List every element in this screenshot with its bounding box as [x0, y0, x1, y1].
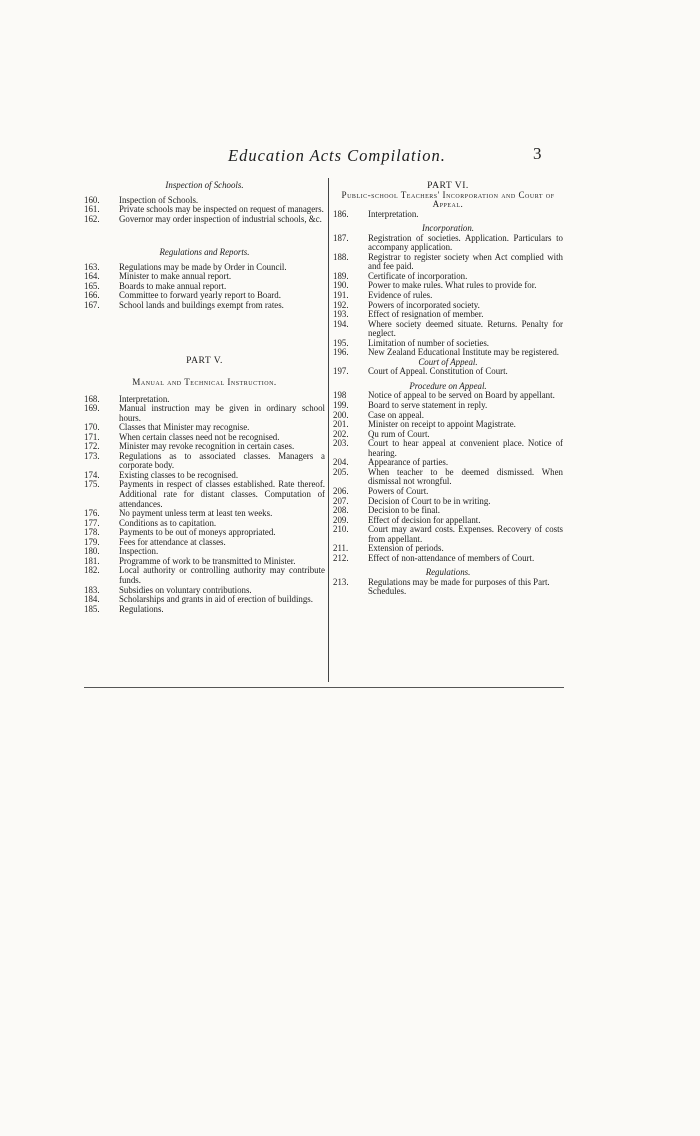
section-title: Effect of decision for appellant.	[368, 514, 481, 525]
section-number: 211.	[333, 543, 349, 554]
court-list	[333, 367, 563, 377]
section-number: 175.	[84, 479, 100, 490]
section-number: 183.	[84, 584, 100, 595]
section-number: 180.	[84, 546, 100, 557]
section-number: 187.	[333, 232, 349, 243]
toc-entry	[84, 215, 325, 225]
toc-entry	[333, 468, 563, 487]
section-title: Registration of societies. Application. Particulars to accompany application.	[368, 232, 563, 253]
section-title: No payment unless term at least ten weeks.	[119, 508, 273, 519]
section-title: Regulations may be made by Order in Council.	[119, 261, 287, 272]
section-title: Classes that Minister may recognise.	[119, 422, 250, 433]
section-title: Effect of resignation of member.	[368, 309, 484, 320]
section-number: 189.	[333, 270, 349, 281]
section-title: Payments in respect of classes established. Rate thereof. Additional rate for distant classes. Computation of attendances.	[119, 479, 325, 509]
section-number: 185.	[84, 603, 100, 614]
section-title: Existing classes to be recognised.	[119, 469, 239, 480]
section-number: 193.	[333, 309, 349, 320]
section-title: School lands and buildings exempt from rates.	[119, 299, 284, 310]
section-number: 165.	[84, 280, 100, 291]
section-number: 176.	[84, 508, 100, 519]
toc-entry	[84, 480, 325, 509]
section-title: Decision to be final.	[368, 505, 440, 516]
section-title: Effect of non-attendance of members of Court.	[368, 552, 535, 563]
section-title: Evidence of rules.	[368, 290, 433, 301]
section-title: Qu rum of Court.	[368, 428, 430, 439]
section-title: Certificate of incorporation.	[368, 270, 468, 281]
section-title: New Zealand Educational Institute may be registered.	[368, 347, 559, 358]
section-number: 172.	[84, 441, 100, 452]
section-title: Subsidies on voluntary contributions.	[119, 584, 252, 595]
section-title: Scholarships and grants in aid of erection of buildings.	[119, 594, 313, 605]
section-number: 179.	[84, 536, 100, 547]
section-number: 184.	[84, 594, 100, 605]
section-heading-procedure: Procedure on Appeal.	[409, 380, 487, 391]
section-number: 201.	[333, 419, 349, 430]
section-number: 168.	[84, 393, 100, 404]
section-number: 164.	[84, 271, 100, 282]
section-number: 199.	[333, 400, 349, 411]
section-number: 190.	[333, 280, 349, 291]
section-title: Payments to be out of moneys appropriated.	[119, 527, 276, 538]
toc-entry	[84, 404, 325, 423]
section-number: 186.	[333, 208, 349, 219]
section-number: 198	[333, 390, 347, 401]
section-number: 192.	[333, 299, 349, 310]
part-vi-heading: PART VI.	[427, 180, 469, 191]
section-number: 171.	[84, 431, 100, 442]
toc-entry	[333, 253, 563, 272]
section-heading-inspection: Inspection of Schools.	[165, 180, 244, 190]
toc-entry	[333, 367, 563, 377]
section-number: 196.	[333, 347, 349, 358]
toc-entry	[333, 525, 563, 544]
section-title: Boards to make annual report.	[119, 280, 227, 291]
section-title: Conditions as to capitation.	[119, 517, 217, 528]
section-number: 162.	[84, 213, 100, 224]
toc-entry	[333, 439, 563, 458]
section-number: 161.	[84, 204, 100, 215]
running-header	[228, 146, 568, 168]
regulations-list	[84, 263, 325, 311]
section-title: Case on appeal.	[368, 409, 424, 420]
procedure-list	[333, 391, 563, 563]
section-title: Court may award costs. Expenses. Recovery of costs from appellant.	[368, 524, 563, 544]
section-number: 174.	[84, 469, 100, 480]
incorporation-list	[333, 234, 563, 358]
section-title: When certain classes need not be recognised.	[119, 431, 280, 442]
section-number: 167.	[84, 299, 100, 310]
section-title: Powers of incorporated society.	[368, 299, 480, 310]
part-vi-intro-list	[333, 210, 563, 220]
toc-entry	[333, 554, 563, 564]
section-title: Inspection of Schools.	[119, 194, 199, 205]
section-title: Notice of appeal to be served on Board by appellant.	[368, 390, 555, 401]
section-number: 200.	[333, 409, 349, 420]
section-number: 169.	[84, 403, 100, 414]
section-title: Limitation of number of societies.	[368, 337, 490, 348]
inspection-list	[84, 196, 325, 225]
toc-entry	[84, 301, 325, 311]
section-number: 188.	[333, 251, 349, 262]
section-heading-incorporation: Incorporation.	[421, 223, 474, 234]
section-number: 166.	[84, 290, 100, 301]
section-number: 177.	[84, 517, 100, 528]
section-number: 160.	[84, 194, 100, 205]
toc-entry	[84, 566, 325, 585]
section-number: 213.	[333, 576, 349, 587]
toc-entry	[84, 605, 325, 615]
section-number: 182.	[84, 565, 100, 576]
section-title: Private schools may be inspected on request of managers.	[119, 204, 324, 215]
toc-entry	[333, 578, 563, 588]
section-number: 205.	[333, 466, 349, 477]
section-title: Inspection.	[119, 546, 159, 557]
toc-entry	[333, 320, 563, 339]
section-number: 197.	[333, 366, 349, 377]
right-column	[333, 181, 563, 597]
toc-entry	[333, 234, 563, 253]
section-title: Power to make rules. What rules to provide for.	[368, 280, 537, 291]
section-title: Committee to forward yearly report to Board.	[119, 290, 281, 301]
section-title: Powers of Court.	[368, 485, 429, 496]
section-number: 178.	[84, 527, 100, 538]
section-title: Minister on receipt to appoint Magistrate.	[368, 419, 516, 430]
toc-entry	[84, 452, 325, 471]
regs-list	[333, 578, 563, 588]
section-number: 204.	[333, 457, 349, 468]
section-title: Minister to make annual report.	[119, 271, 232, 282]
section-heading-regulations-vi: Regulations.	[425, 567, 471, 578]
part-v-list	[84, 395, 325, 615]
section-number: 208.	[333, 505, 349, 516]
section-heading-court: Court of Appeal.	[418, 356, 478, 367]
toc-entry	[333, 210, 563, 220]
section-title: Extension of periods.	[368, 543, 444, 554]
section-title: When teacher to be deemed dismissed. When dismissal not wrongful.	[368, 466, 563, 487]
section-number: 202.	[333, 428, 349, 439]
part-v-heading: PART V.	[186, 355, 223, 367]
section-title: Manual instruction may be given in ordinary school hours.	[119, 403, 325, 423]
section-title: Minister may revoke recognition in certain cases.	[119, 441, 295, 452]
section-title: Court of Appeal. Constitution of Court.	[368, 366, 508, 377]
part-v-subheading: Manual and Technical Instruction.	[132, 377, 277, 388]
section-title: Programme of work to be transmitted to Minister.	[119, 555, 296, 566]
section-title: Interpretation.	[119, 393, 170, 404]
section-title: Regulations may be made for purposes of this Part.	[368, 576, 550, 587]
section-title: Decision of Court to be in writing.	[368, 495, 491, 506]
section-title: Regulations as to associated classes. Managers a corporate body.	[119, 450, 325, 471]
section-title: Local authority or controlling authority may contribute funds.	[119, 565, 325, 585]
section-number: 163.	[84, 261, 100, 272]
section-number: 194.	[333, 318, 349, 329]
section-title: Registrar to register society when Act complied with and fee paid.	[368, 251, 563, 272]
section-number: 195.	[333, 337, 349, 348]
page-title: Education Acts Compilation.	[228, 146, 446, 165]
section-number: 191.	[333, 290, 349, 301]
section-number: 203.	[333, 438, 349, 449]
section-title: Interpretation.	[368, 208, 419, 219]
section-number: 209.	[333, 514, 349, 525]
section-number: 170.	[84, 422, 100, 433]
section-number: 210.	[333, 524, 349, 535]
section-title: Court to hear appeal at convenient place. Notice of hearing.	[368, 438, 563, 458]
section-title: Board to serve statement in reply.	[368, 400, 488, 411]
section-number: 181.	[84, 555, 100, 566]
section-title: Fees for attendance at classes.	[119, 536, 226, 547]
section-title: Appearance of parties.	[368, 457, 449, 468]
section-title: Regulations.	[119, 603, 164, 614]
column-divider	[328, 178, 329, 682]
section-title: Governor may order inspection of industrial schools, &c.	[119, 213, 322, 224]
section-number: 212.	[333, 552, 349, 563]
left-column	[84, 181, 325, 614]
section-number: 173.	[84, 450, 100, 461]
part-vi-subheading: Public-school Teachers' Incorporation and Court of Appeal.	[341, 189, 555, 210]
schedules-line: Schedules.	[368, 586, 407, 597]
toc-entry	[333, 348, 563, 358]
section-number: 206.	[333, 485, 349, 496]
section-number: 207.	[333, 495, 349, 506]
section-heading-regulations: Regulations and Reports.	[159, 247, 250, 258]
page-number: 3	[533, 144, 542, 163]
section-title: Where society deemed situate. Returns. Penalty for neglect.	[368, 318, 563, 339]
bottom-rule	[84, 687, 564, 688]
